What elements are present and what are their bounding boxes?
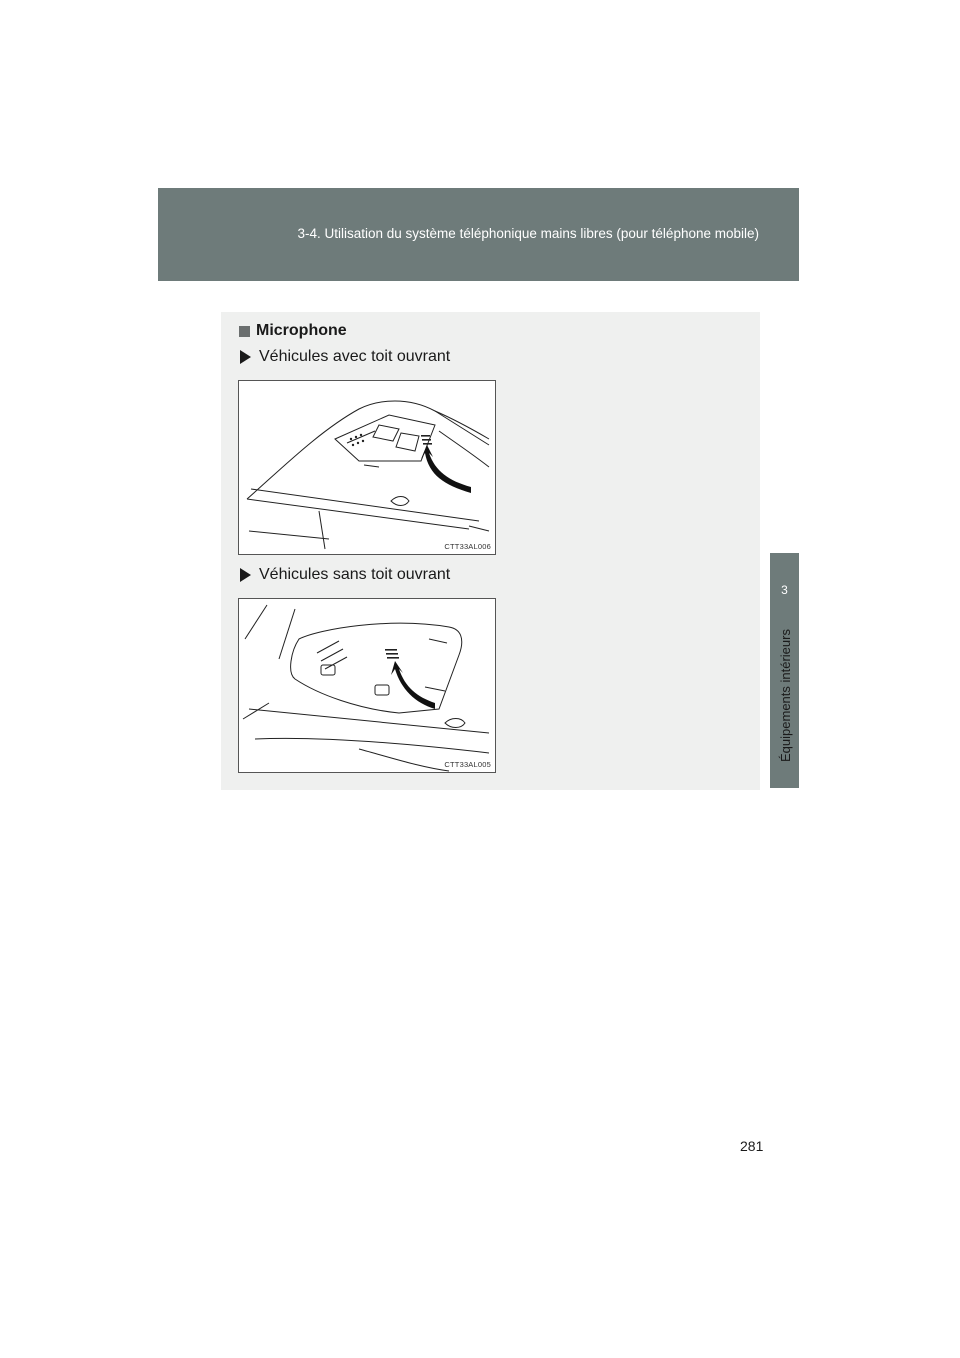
chapter-label-text: Équipements intérieurs — [777, 628, 793, 762]
figure-with-sunroof — [238, 380, 496, 555]
sub-heading-without-sunroof — [240, 566, 450, 584]
triangle-bullet-icon — [240, 350, 251, 364]
sub-heading-text: Véhicules avec toit ouvrant — [259, 348, 451, 365]
triangle-bullet-icon — [240, 568, 251, 582]
chapter-number: 3 — [781, 583, 788, 597]
content-box — [221, 312, 760, 790]
chapter-label — [768, 600, 802, 790]
figure-without-sunroof — [238, 598, 496, 773]
overhead-console-sunroof-illustration — [239, 381, 495, 554]
overhead-console-illustration — [239, 599, 495, 772]
sub-heading-with-sunroof — [240, 348, 450, 366]
header-bar — [158, 188, 799, 281]
section-heading — [239, 322, 347, 340]
figure-code: CTT33AL005 — [444, 760, 491, 769]
square-bullet-icon — [239, 326, 250, 337]
section-heading-text: Microphone — [256, 322, 347, 339]
sub-heading-text: Véhicules sans toit ouvrant — [259, 566, 451, 583]
figure-code: CTT33AL006 — [444, 542, 491, 551]
header-title: 3-4. Utilisation du système téléphonique mains libres (pour téléphone mobile) — [297, 226, 759, 241]
page-number: 281 — [740, 1138, 764, 1154]
